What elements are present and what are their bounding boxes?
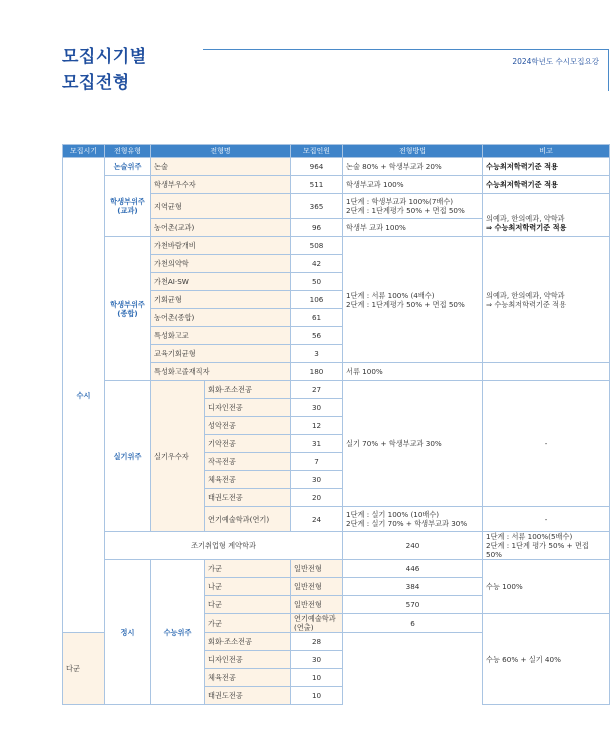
quota: 10 xyxy=(291,669,343,687)
quota: 964 xyxy=(291,158,343,176)
note: 의예과, 한의예과, 약학과 ⇒ 수능최저학력기준 적용 xyxy=(483,237,610,363)
quota: 56 xyxy=(291,327,343,345)
method: 학생부교과 100% xyxy=(343,176,483,194)
method: 수능 100% xyxy=(483,560,610,614)
quota: 10 xyxy=(291,687,343,705)
type-suneung: 수능위주 xyxy=(151,560,205,705)
quota: 7 xyxy=(291,453,343,471)
header-rule xyxy=(203,49,609,50)
track-name: 논술 xyxy=(151,158,291,176)
group-label: 가군 xyxy=(205,614,291,633)
type-silgi: 실기위주 xyxy=(105,381,151,532)
track-name: 학생부우수자 xyxy=(151,176,291,194)
track-name: 농어촌(교과) xyxy=(151,219,291,237)
method: 1단계 : 실기 100% (10배수) 2단계 : 실기 70% + 학생부교과 30% xyxy=(343,507,483,532)
col-header-type: 전형유형 xyxy=(105,145,151,158)
col-header-method: 전형방법 xyxy=(343,145,483,158)
quota: 28 xyxy=(291,633,343,651)
quota: 6 xyxy=(343,614,483,633)
method: 논술 80% + 학생부교과 20% xyxy=(343,158,483,176)
note xyxy=(483,363,610,381)
method: 1단계 : 서류 100% (4배수) 2단계 : 1단계평가 50% + 면접 50% xyxy=(343,237,483,363)
department: 작곡전공 xyxy=(205,453,291,471)
quota: 240 xyxy=(343,532,483,560)
admission-table xyxy=(62,144,610,705)
quota: 20 xyxy=(291,489,343,507)
quota: 30 xyxy=(291,651,343,669)
period-susi: 수시 xyxy=(63,158,105,633)
method: 수능 60% + 실기 40% xyxy=(483,614,610,705)
department: 디자인전공 xyxy=(205,399,291,417)
type-gyogwa: 학생부위주 (교과) xyxy=(105,176,151,237)
col-header-period: 모집시기 xyxy=(63,145,105,158)
quota: 508 xyxy=(291,237,343,255)
page-title-line2: 모집전형 xyxy=(62,73,130,93)
quota: 570 xyxy=(343,596,483,614)
table-row xyxy=(63,237,610,255)
table-row xyxy=(63,176,610,194)
table-row xyxy=(63,158,610,176)
table-row xyxy=(63,560,610,578)
note: - xyxy=(483,381,610,507)
department: 연기예술학과(연출) xyxy=(291,614,343,633)
department: 체육전공 xyxy=(205,471,291,489)
group-label: 가군 xyxy=(205,560,291,578)
page-title xyxy=(62,44,147,96)
track-name: 가천AI·SW xyxy=(151,273,291,291)
quota: 12 xyxy=(291,417,343,435)
type-nonsul: 논술위주 xyxy=(105,158,151,176)
method: 1단계 : 학생부교과 100%(7배수) 2단계 : 1단계평가 50% + 면접 50% xyxy=(343,194,483,219)
department: 기악전공 xyxy=(205,435,291,453)
quota: 61 xyxy=(291,309,343,327)
department: 일반전형 xyxy=(291,560,343,578)
department: 회화·조소전공 xyxy=(205,633,291,651)
department: 태권도전공 xyxy=(205,489,291,507)
group-label: 나군 xyxy=(205,578,291,596)
quota: 30 xyxy=(291,471,343,489)
note-line: ⇒ 수능최저학력기준 적용 xyxy=(486,223,567,232)
method: 학생부 교과 100% xyxy=(343,219,483,237)
quota: 96 xyxy=(291,219,343,237)
document-label: 2024학년도 수시모집요강 xyxy=(512,57,599,66)
department: 체육전공 xyxy=(205,669,291,687)
track-name: 지역균형 xyxy=(151,194,291,219)
quota: 50 xyxy=(291,273,343,291)
note-line: 의예과, 한의예과, 약학과 xyxy=(486,214,565,223)
track-name: 기회균형 xyxy=(151,291,291,309)
quota: 446 xyxy=(343,560,483,578)
quota: 31 xyxy=(291,435,343,453)
track-name: 가천바람개비 xyxy=(151,237,291,255)
method: 1단계 : 서류 100%(5배수) 2단계 : 1단계 평가 50% + 면접 50% xyxy=(483,532,610,560)
type-jonghap: 학생부위주 (종합) xyxy=(105,237,151,381)
department: 연기예술학과(연기) xyxy=(205,507,291,532)
department: 일반전형 xyxy=(291,578,343,596)
quota: 24 xyxy=(291,507,343,532)
col-header-note: 비고 xyxy=(483,145,610,158)
quota: 365 xyxy=(291,194,343,219)
group-label: 다군 xyxy=(205,596,291,614)
table-row xyxy=(63,381,610,399)
header-rule-vertical xyxy=(608,49,609,91)
quota: 30 xyxy=(291,399,343,417)
quota: 511 xyxy=(291,176,343,194)
table-header-row xyxy=(63,145,610,158)
track-name: 특성화고졸재직자 xyxy=(151,363,291,381)
method: 실기 70% + 학생부교과 30% xyxy=(343,381,483,507)
note: - xyxy=(483,507,610,532)
table-row xyxy=(63,532,610,560)
track-name: 조기취업형 계약학과 xyxy=(105,532,343,560)
quota: 3 xyxy=(291,345,343,363)
track-name: 농어촌(종합) xyxy=(151,309,291,327)
note: 수능최저학력기준 적용 xyxy=(483,158,610,176)
quota: 27 xyxy=(291,381,343,399)
department: 회화·조소전공 xyxy=(205,381,291,399)
group-label: 다군 xyxy=(63,633,105,705)
quota: 180 xyxy=(291,363,343,381)
note: 수능최저학력기준 적용 xyxy=(483,176,610,194)
quota: 42 xyxy=(291,255,343,273)
department: 성악전공 xyxy=(205,417,291,435)
note xyxy=(483,194,610,237)
page-title-line1: 모집시기별 xyxy=(62,47,147,67)
quota: 384 xyxy=(343,578,483,596)
department: 태권도전공 xyxy=(205,687,291,705)
department: 디자인전공 xyxy=(205,651,291,669)
track-name: 교육기회균형 xyxy=(151,345,291,363)
col-header-name: 전형명 xyxy=(151,145,291,158)
track-name: 특성화고교 xyxy=(151,327,291,345)
department: 일반전형 xyxy=(291,596,343,614)
track-name: 가천의약학 xyxy=(151,255,291,273)
period-jeongsi: 정시 xyxy=(105,560,151,705)
method: 서류 100% xyxy=(343,363,483,381)
track-name: 실기우수자 xyxy=(151,381,205,532)
col-header-count: 모집인원 xyxy=(291,145,343,158)
quota: 106 xyxy=(291,291,343,309)
